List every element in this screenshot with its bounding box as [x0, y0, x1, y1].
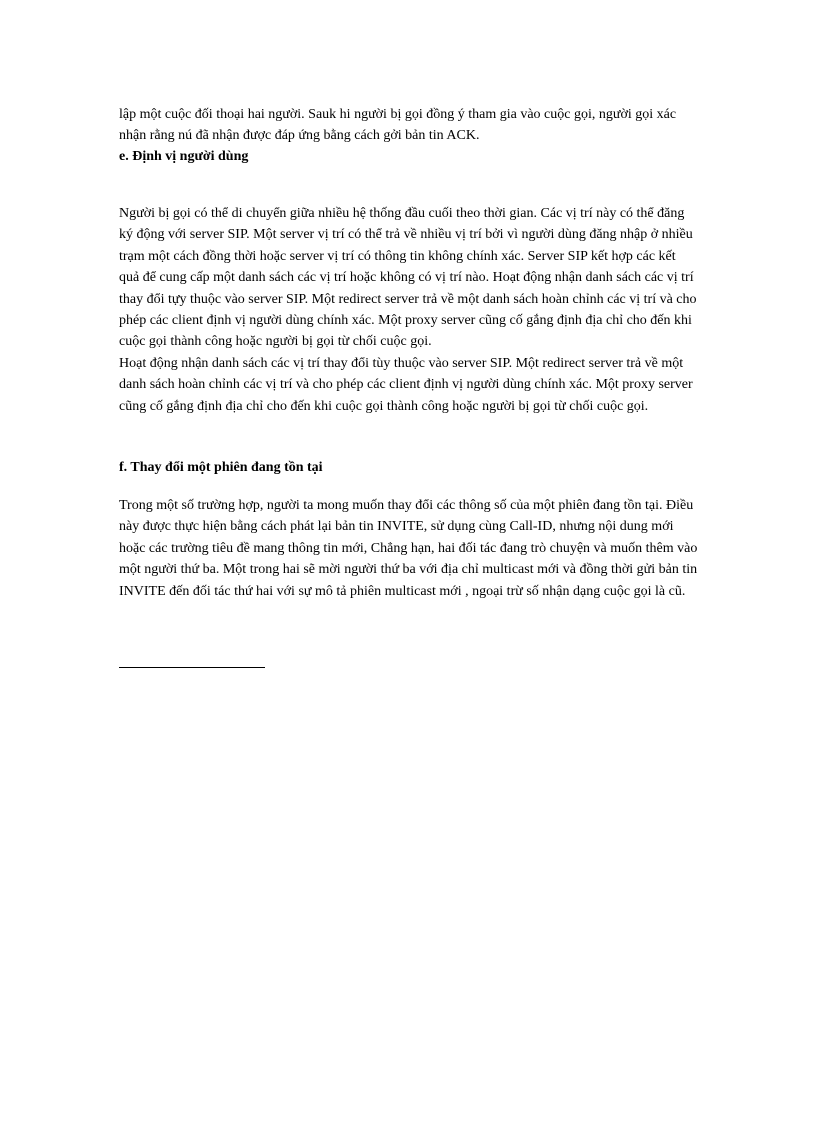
- section-f-paragraph: Trong một số trường hợp, người ta mong muốn thay đổi các thông số của một phiên đang tồn tại. Điều này được thực hiện bằng cách phát lại bản tin INVITE, sử dụng cùng Call-ID, nhưng nội dung mới hoặc các trường tiêu đề mang thông tin mới, Chẳng hạn, hai đối tác đang trò chuyện và muốn thêm vào một người thứ ba. Một trong hai sẽ mời người thứ ba với địa chỉ multicast mới và đồng thời gửi bản tin INVITE đến đối tác thứ hai với sự mô tả phiên multicast mới , ngoại trừ số nhận dạng cuộc gọi là cũ.: [119, 498, 698, 599]
- section-e-paragraph-1: Người bị gọi có thể di chuyển giữa nhiều hệ thống đầu cuối theo thời gian. Các vị trí này có thể đăng ký động với server SIP. Một server vị trí có thể trả về nhiều vị trí bởi vì người dùng đăng nhập ở nhiều trạm một cách đồng thời hoặc server vị trí có thông tin không chính xác. Server SIP kết hợp các kết quả để cung cấp một danh sách các vị trí hoặc không có vị trí nào. Hoạt động nhận danh sách các vị trí thay đổi tựy thuộc vào server SIP. Một redirect server trả về một danh sách hoàn chỉnh các vị trí và cho phép các client định vị người dùng chính xác. Một proxy server cũng cố gắng định địa chỉ cho đến khi cuộc gọi thành công hoặc người bị gọi từ chối cuộc gọi.: [119, 206, 697, 350]
- intro-paragraph: lập một cuộc đối thoại hai người. Sauk hi người bị gọi đồng ý tham gia vào cuộc gọi, người gọi xác nhận rằng nú đã nhận được đáp ứng bằng cách gởi bản tin ACK.: [119, 107, 677, 144]
- section-e-paragraph-2: Hoạt động nhận danh sách các vị trí thay đổi tùy thuộc vào server SIP. Một redirect server trả về một danh sách hoàn chỉnh các vị trí và cho phép các client định vị người dùng chính xác. Một proxy server cũng cố gắng định địa chỉ cho đến khi cuộc gọi thành công hoặc người bị gọi từ chối cuộc gọi.: [119, 356, 693, 414]
- section-e-heading: e. Định vị người dùng: [119, 149, 249, 164]
- section-f-heading: f. Thay đổi một phiên đang tồn tại: [119, 460, 323, 475]
- footnote-separator: [119, 667, 265, 668]
